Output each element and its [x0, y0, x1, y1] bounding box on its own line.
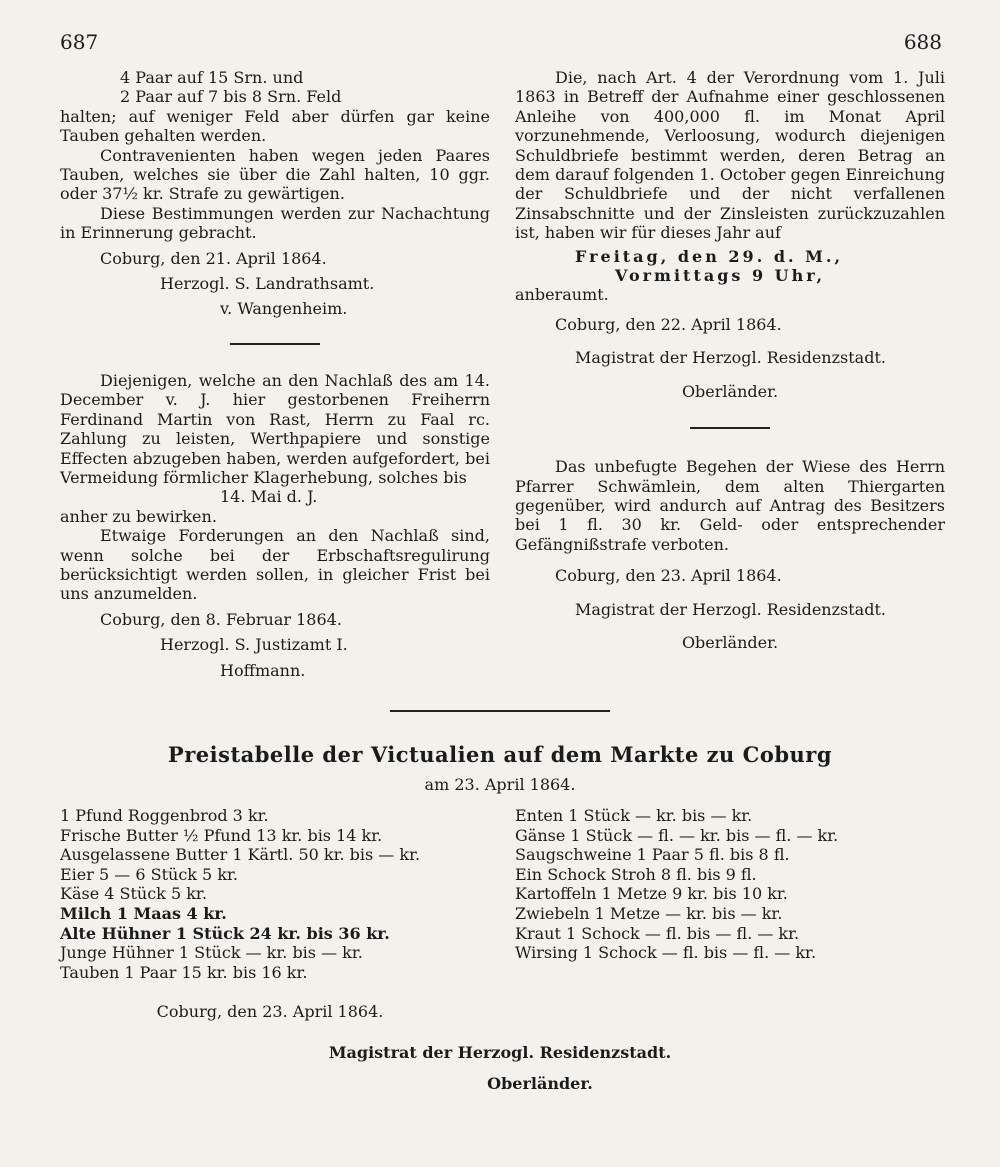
- price-item: Saugschweine 1 Paar 5 fl. bis 8 fl.: [515, 845, 790, 865]
- price-item: Alte Hühner 1 Stück 24 kr. bis 36 kr.: [60, 923, 390, 943]
- notice-paragraph: Das unbefugte Begehen der Wiese des Herrn Pfarrer Schwämlein, dem alten Thiergarten gegenüber, wird andurch auf Antrag des Besitzers bei 1 fl. 30 kr. Geld- oder entsprechender Gefängnißstrafe verboten.: [515, 457, 945, 554]
- price-item: Kraut 1 Schock — fl. bis — fl. — kr.: [515, 923, 800, 943]
- notice-signature: Oberländer.: [681, 381, 779, 401]
- price-list-left: [60, 806, 500, 982]
- notice-line: anher zu bewirken.: [60, 506, 217, 526]
- notice-paragraph: Etwaige Forderungen an den Nachlaß sind, wenn solche bei der Erbschaftsregulirung berücksichtigt werden sollen, in gleicher Frist bei uns anzumelden.: [60, 526, 490, 604]
- price-table-office: Magistrat der Herzogl. Residenzstadt.: [328, 1043, 672, 1062]
- price-item: Gänse 1 Stück — fl. — kr. bis — fl. — kr.: [515, 825, 839, 845]
- notice-paragraph: Diese Bestimmungen werden zur Nachachtung in Erinnerung gebracht.: [60, 203, 490, 243]
- notice-line: 2 Paar auf 7 bis 8 Srn. Feld: [120, 87, 342, 107]
- price-item: Ausgelassene Butter 1 Kärtl. 50 kr. bis — kr.: [60, 845, 421, 865]
- notice-paragraph: halten; auf weniger Feld aber dürfen gar keine Tauben gehalten werden.: [60, 106, 490, 146]
- notice-office: Magistrat der Herzogl. Residenzstadt.: [575, 599, 886, 619]
- price-item: Eier 5 — 6 Stück 5 kr.: [60, 864, 238, 884]
- price-item: 1 Pfund Roggenbrod 3 kr.: [60, 806, 269, 825]
- notice-date: Coburg, den 21. April 1864.: [100, 248, 327, 268]
- notice-date: Coburg, den 23. April 1864.: [555, 566, 782, 586]
- price-item: Enten 1 Stück — kr. bis — kr.: [515, 806, 753, 825]
- price-item: Wirsing 1 Schock — fl. bis — fl. — kr.: [515, 943, 817, 963]
- right-column: [515, 68, 945, 652]
- price-table-title: Preistabelle der Victualien auf dem Markte zu Coburg: [167, 742, 833, 767]
- notice-paragraph: Diejenigen, welche an den Nachlaß des am 14. December v. J. hier gestorbenen Freiherrn Ferdinand Martin von Rast, Herrn zu Faal rc. Zahlung zu leisten, Werthpapiere und sonstige Effecten abzugeben haben, werden aufgefordert, bei Vermeidung förmlicher Klagerhebung, solches bis: [60, 370, 490, 487]
- price-item: Junge Hühner 1 Stück — kr. bis — kr.: [60, 943, 363, 963]
- notice-when: Vormittags 9 Uhr,: [615, 266, 826, 286]
- page-number-right: 688: [903, 30, 942, 54]
- notice-paragraph: Contravenienten haben wegen jeden Paares Tauben, welches sie über die Zahl halten, 10 ggr. oder 37½ kr. Strafe zu gewärtigen.: [60, 145, 490, 204]
- price-item: Käse 4 Stück 5 kr.: [60, 884, 207, 904]
- notice-when: Freitag, den 29. d. M.,: [575, 246, 844, 266]
- notice-pigeons: [60, 68, 490, 319]
- price-item: Zwiebeln 1 Metze — kr. bis — kr.: [515, 903, 783, 923]
- price-table-place-date: Coburg, den 23. April 1864.: [156, 1002, 384, 1021]
- notice-date: Coburg, den 22. April 1864.: [555, 314, 782, 334]
- notice-paragraph: Die, nach Art. 4 der Verordnung vom 1. Juli 1863 in Betreff der Aufnahme einer geschlossenen Anleihe von 400,000 fl. im Monat April vorzunehmende, Verloosung, wodurch diejenigen Schuldbriefe bestimmt werden, deren Betrag an dem darauf folgenden 1. October gegen Einreichung der Schuldbriefe und der nicht verfallenen Zinsabschnitte und der Zinsleisten zurückzuzahlen ist, haben wir für dieses Jahr auf: [515, 68, 945, 243]
- price-item: Ein Schock Stroh 8 fl. bis 9 fl.: [515, 864, 757, 884]
- notice-meadow: [515, 457, 945, 652]
- notice-office: Herzogl. S. Landrathsamt.: [160, 274, 375, 294]
- separator-rule: [690, 427, 770, 429]
- notice-signature: Hoffmann.: [220, 660, 306, 680]
- price-table-date: am 23. April 1864.: [424, 775, 576, 794]
- price-table-signature: Oberländer.: [487, 1074, 593, 1093]
- left-column: [60, 68, 490, 680]
- notice-deadline: 14. Mai d. J.: [220, 487, 318, 507]
- notice-line: anberaumt.: [515, 285, 609, 305]
- section-divider: [390, 710, 610, 712]
- separator-rule: [230, 343, 320, 345]
- notice-line: 4 Paar auf 15 Srn. und: [120, 68, 304, 87]
- price-item: Milch 1 Maas 4 kr.: [60, 903, 227, 923]
- notice-office: Herzogl. S. Justizamt I.: [160, 635, 348, 655]
- notice-signature: Oberländer.: [681, 632, 779, 652]
- page-number-left: 687: [60, 30, 99, 54]
- notice-office: Magistrat der Herzogl. Residenzstadt.: [575, 348, 886, 368]
- price-item: Kartoffeln 1 Metze 9 kr. bis 10 kr.: [515, 884, 788, 904]
- price-list-right: [515, 806, 945, 963]
- notice-loan-draw: [515, 68, 945, 401]
- price-item: Frische Butter ½ Pfund 13 kr. bis 14 kr.: [60, 825, 383, 845]
- price-item: Tauben 1 Paar 15 kr. bis 16 kr.: [60, 962, 308, 982]
- notice-date: Coburg, den 8. Februar 1864.: [100, 609, 342, 629]
- notice-signature: v. Wangenheim.: [220, 299, 348, 319]
- notice-estate: [60, 371, 490, 680]
